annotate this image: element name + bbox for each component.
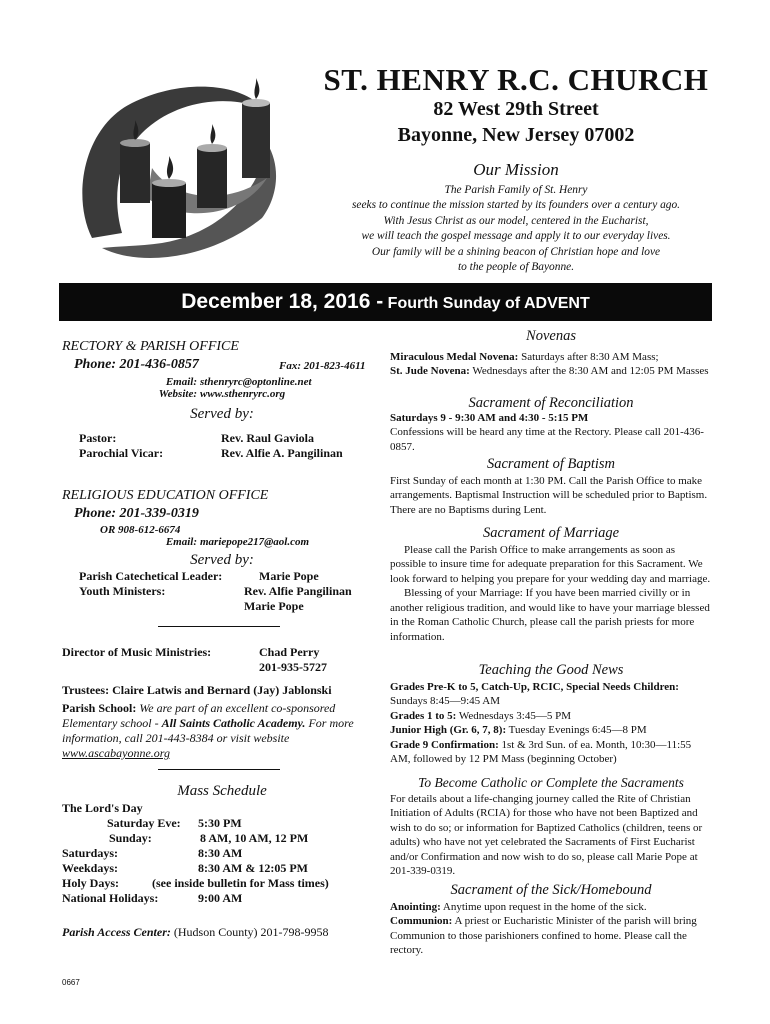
mass-time: 8:30 AM bbox=[198, 846, 243, 860]
staff-name: Rev. Raul Gaviola bbox=[221, 431, 315, 445]
religious-ed-email[interactable]: mariepope217@aol.com bbox=[200, 536, 310, 548]
mission-line: seeks to continue the mission started by its founders over a century ago. bbox=[351, 199, 681, 212]
school-website-link[interactable]: www.ascabayonne.org bbox=[62, 746, 170, 760]
religious-ed-section bbox=[62, 488, 382, 627]
mission-statement bbox=[300, 183, 732, 275]
sick-label: Communion: bbox=[390, 915, 453, 927]
served-by-heading: Served by: bbox=[190, 552, 254, 568]
baptism-section bbox=[390, 457, 712, 517]
baptism-heading: Sacrament of Baptism bbox=[486, 456, 616, 472]
sick-heading: Sacrament of the Sick/Homebound bbox=[450, 882, 652, 898]
novenas-heading: Novenas bbox=[526, 328, 576, 344]
address-street: 82 West 29th Street bbox=[433, 98, 599, 120]
lords-day: The Lord's Day bbox=[62, 801, 143, 815]
sick-text: A priest or Eucharistic Minister of the parish will bring Communion to those parishioners confined to home. Please call the rectory. bbox=[390, 915, 697, 956]
footer-code: 0667 bbox=[62, 978, 80, 987]
staff-name: Rev. Alfie A. Pangilinan bbox=[221, 446, 343, 460]
marriage-blessing-text: Blessing of your Marriage: If you have been married civilly or in another religious tradition, and would like to have your marriage blessed in the Roman Catholic Church, please call the parish priests for more information. bbox=[390, 587, 710, 643]
baptism-text: First Sunday of each month at 1:30 PM. Call the Parish Office to make arrangements. Baptismal Instruction will be scheduled prior to Baptism. There are no Baptisms during Lent. bbox=[390, 474, 708, 516]
teaching-text: Wednesdays 3:45—5 PM bbox=[456, 709, 572, 722]
school-text: For more information, call 201-443-8384 or visit website bbox=[62, 716, 354, 745]
teaching-heading: Teaching the Good News bbox=[478, 662, 624, 678]
mass-label: Weekdays: bbox=[62, 861, 119, 875]
become-catholic-section bbox=[390, 776, 712, 879]
marriage-text: Please call the Parish Office to make arrangements as soon as possible to insure time for adequate preparation for this Sacrament. We look forward to helping you prepare for your wedding day and marriage. bbox=[390, 543, 711, 585]
rectory-email[interactable]: sthenryrc@optonline.net bbox=[200, 376, 312, 388]
mission-line: The Parish Family of St. Henry bbox=[444, 184, 588, 196]
rectory-heading: RECTORY & PARISH OFFICE bbox=[62, 339, 239, 354]
become-catholic-heading: To Become Catholic or Complete the Sacraments bbox=[418, 775, 684, 790]
date-banner bbox=[59, 283, 712, 321]
rectory-website[interactable]: www.sthenryrc.org bbox=[200, 388, 286, 400]
teaching-label: Grades Pre-K to 5, Catch-Up, RCIC, Special Needs Children: bbox=[390, 680, 679, 693]
become-catholic-text: For details about a life-changing journey called the Rite of Christian Initiation of Adults (RCIA) for those who have not been Baptized and wish to do so; or information for Baptized Catholics (children, teens or adults) who have not yet celebrated the Sacraments of First Eucharist and/or Confirmation and now wish to do so, please call Marie Pope at 201-339-0319. bbox=[390, 792, 703, 877]
mass-label: National Holidays: bbox=[62, 891, 159, 905]
website-label: Website: bbox=[158, 388, 197, 400]
sick-section bbox=[390, 883, 712, 958]
school-text: We are part of an excellent co-sponsored Elementary school - bbox=[62, 701, 336, 730]
mass-schedule bbox=[62, 783, 382, 906]
mass-heading: Mass Schedule bbox=[177, 783, 267, 799]
email-label: Email: bbox=[165, 376, 197, 388]
mass-time: 8:30 AM & 12:05 PM bbox=[198, 861, 308, 875]
teaching-label: Junior High (Gr. 6, 7, 8): bbox=[390, 724, 507, 736]
staff-role: Parochial Vicar: bbox=[79, 446, 164, 460]
sick-label: Anointing: bbox=[390, 900, 441, 913]
sick-text: Anytime upon request in the home of the sick. bbox=[440, 900, 647, 913]
access-center-text: (Hudson County) 201-798-9958 bbox=[170, 925, 329, 939]
rectory-section bbox=[62, 339, 382, 461]
mission-line: we will teach the gospel message and apply it to our everyday lives. bbox=[361, 230, 671, 243]
address-city: Bayonne, New Jersey 07002 bbox=[397, 124, 635, 146]
bulletin-date: December 18, 2016 - bbox=[181, 290, 384, 313]
mass-time: 9:00 AM bbox=[198, 891, 243, 905]
novena-label: St. Jude Novena: bbox=[390, 365, 470, 377]
access-center bbox=[62, 925, 382, 940]
novenas-section bbox=[390, 329, 712, 379]
teaching-label: Grades 1 to 5: bbox=[390, 709, 457, 722]
mass-time: 8 AM, 10 AM, 12 PM bbox=[200, 831, 309, 845]
church-name: ST. HENRY R.C. CHURCH bbox=[323, 62, 709, 97]
school-label: Parish School: bbox=[62, 701, 137, 715]
youth-minister-name: Rev. Alfie Pangilinan bbox=[244, 584, 352, 598]
mass-time: 5:30 PM bbox=[198, 816, 242, 830]
divider bbox=[158, 769, 280, 770]
youth-role: Youth Ministers: bbox=[79, 584, 166, 598]
novena-label: Miraculous Medal Novena: bbox=[390, 350, 519, 363]
marriage-heading: Sacrament of Marriage bbox=[482, 525, 620, 541]
leader-role: Parish Catechetical Leader: bbox=[79, 569, 223, 583]
served-by-heading: Served by: bbox=[190, 406, 254, 422]
religious-ed-phone: Phone: 201-339-0319 bbox=[74, 506, 199, 521]
email-label: Email: bbox=[165, 536, 197, 548]
mass-label: Saturdays: bbox=[62, 846, 119, 860]
advent-wreath-logo bbox=[62, 48, 292, 278]
youth-minister-name: Marie Pope bbox=[244, 599, 304, 613]
mission-line: With Jesus Christ as our model, centered in the Eucharist, bbox=[383, 214, 649, 227]
teaching-text: Tuesday Evenings 6:45—8 PM bbox=[506, 724, 647, 736]
staff-role: Pastor: bbox=[79, 431, 117, 445]
reconciliation-section bbox=[390, 396, 712, 454]
teaching-label: Grade 9 Confirmation: bbox=[390, 738, 499, 751]
mission-line: to the people of Bayonne. bbox=[457, 261, 575, 274]
access-center-label: Parish Access Center: bbox=[62, 925, 171, 939]
reconciliation-times: Saturdays 9 - 9:30 AM and 4:30 - 5:15 PM bbox=[390, 411, 589, 424]
mass-label: Holy Days: bbox=[62, 876, 119, 890]
school-section bbox=[62, 701, 382, 770]
mission-line: Our family will be a shining beacon of Christian hope and love bbox=[371, 245, 661, 258]
reconciliation-heading: Sacrament of Reconciliation bbox=[468, 395, 634, 411]
music-role: Director of Music Ministries: bbox=[62, 645, 212, 659]
marriage-section bbox=[390, 526, 712, 644]
religious-ed-alt-phone: OR 908-612-6674 bbox=[100, 524, 181, 536]
divider bbox=[158, 626, 280, 627]
school-academy: All Saints Catholic Academy. bbox=[161, 716, 306, 730]
novena-text: Saturdays after 8:30 AM Mass; bbox=[518, 350, 659, 363]
liturgical-occasion: Fourth Sunday of ADVENT bbox=[387, 295, 590, 312]
trustees: Trustees: Claire Latwis and Bernard (Jay) Jablonski bbox=[62, 683, 332, 697]
mass-label: Sunday: bbox=[109, 831, 152, 845]
teaching-section bbox=[390, 663, 712, 767]
mass-label: Saturday Eve: bbox=[107, 816, 181, 830]
mission-heading: Our Mission bbox=[473, 160, 559, 179]
teaching-text: Sundays 8:45—9:45 AM bbox=[390, 695, 501, 707]
novena-text: Wednesdays after the 8:30 AM and 12:05 PM Masses bbox=[469, 365, 709, 377]
religious-ed-heading: RELIGIOUS EDUCATION OFFICE bbox=[62, 488, 269, 503]
music-director-name: Chad Perry bbox=[259, 645, 320, 659]
rectory-fax: Fax: 201-823-4611 bbox=[279, 360, 366, 372]
rectory-phone: Phone: 201-436-0857 bbox=[74, 357, 199, 372]
leader-name: Marie Pope bbox=[259, 569, 319, 583]
music-section bbox=[62, 645, 382, 675]
teaching-text: 1st & 3rd Sun. of ea. Month, 10:30—11:55 AM, followed by 12 PM Mass (beginning October) bbox=[390, 738, 692, 765]
mass-time: (see inside bulletin for Mass times) bbox=[152, 876, 329, 890]
music-director-phone: 201-935-5727 bbox=[259, 660, 327, 674]
reconciliation-text: Confessions will be heard any time at the Rectory. Please call 201-436-0857. bbox=[390, 426, 704, 453]
